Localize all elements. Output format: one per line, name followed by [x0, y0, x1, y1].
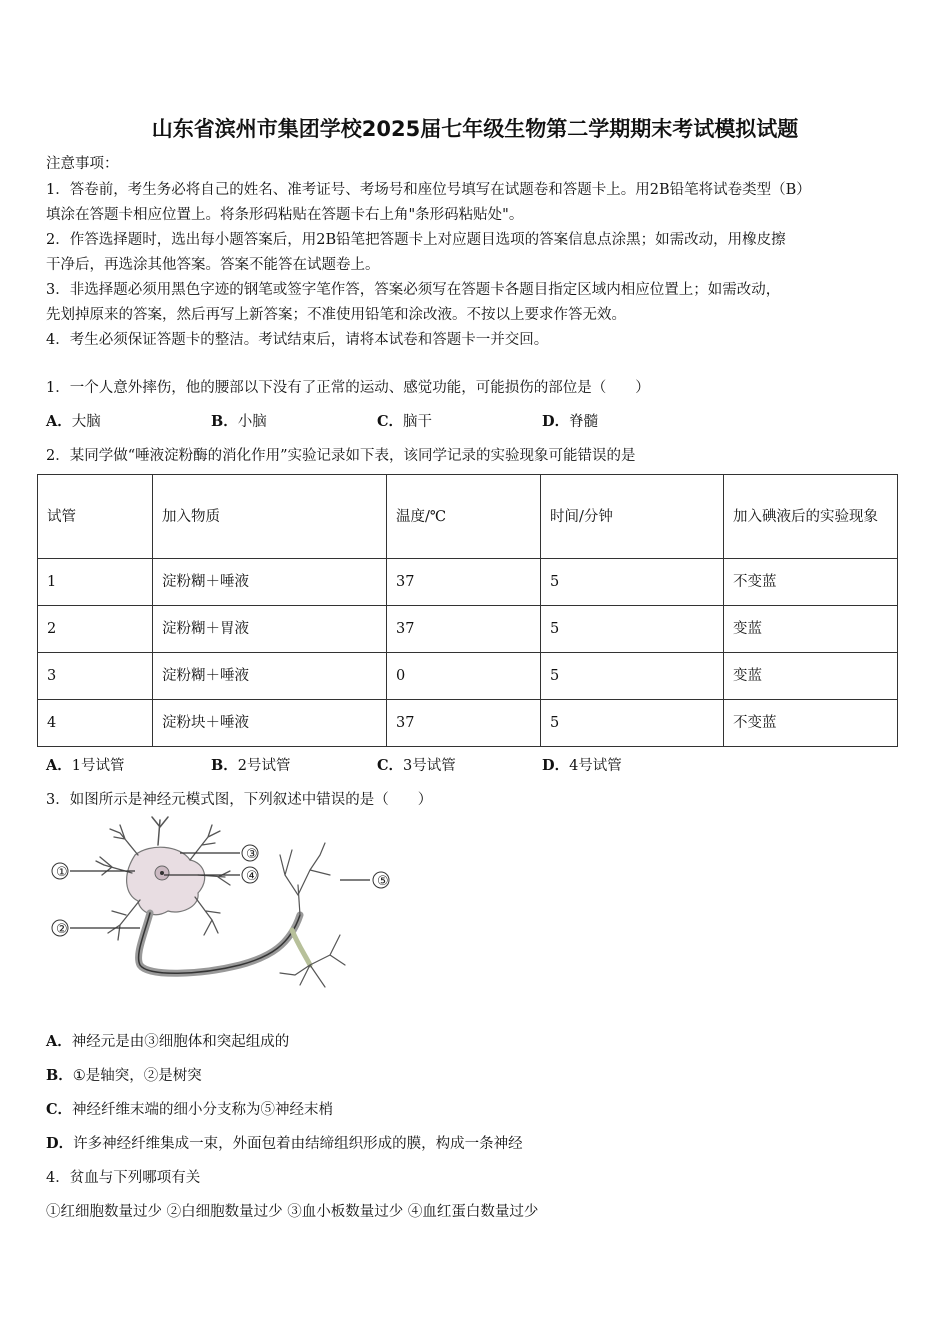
- table-row: [38, 559, 898, 606]
- table-header-row: [38, 475, 898, 559]
- label-2: ②: [56, 922, 68, 937]
- label-5: ⑤: [377, 874, 389, 889]
- notice-line-2: 填涂在答题卡相应位置上。将条形码粘贴在答题卡右上角"条形码粘贴处"。: [46, 207, 524, 223]
- option-text: 大脑: [71, 414, 101, 430]
- notice-line-6: 先划掉原来的答案，然后再写上新答案；不准使用铅笔和涂改液。不按以上要求作答无效。: [46, 307, 626, 323]
- table-cell: 4: [38, 700, 153, 747]
- table-cell: 5: [541, 606, 724, 653]
- question-3-option-d: [46, 1132, 523, 1153]
- experiment-table: [37, 474, 898, 747]
- option-text: 2号试管: [237, 758, 291, 774]
- option-label: A．: [46, 757, 72, 774]
- option-text: 脑干: [403, 414, 433, 430]
- option-text: 小脑: [237, 414, 267, 430]
- header-cell: 加入物质: [153, 475, 387, 559]
- table-cell: 5: [541, 653, 724, 700]
- option-label: C．: [377, 757, 404, 774]
- question-3-option-b: [46, 1064, 202, 1085]
- neuron-illustration: [40, 815, 400, 995]
- question-2-option-c: [377, 754, 456, 775]
- option-label: D．: [542, 757, 570, 774]
- question-2-option-a: [46, 754, 125, 775]
- option-label: D．: [542, 413, 570, 430]
- header-cell: 时间/分钟: [541, 475, 724, 559]
- option-text: 脊髓: [569, 414, 599, 430]
- table-row: [38, 606, 898, 653]
- table-cell: 5: [541, 559, 724, 606]
- notice-line-7: 4．考生必须保证答题卡的整洁。考试结束后，请将本试卷和答题卡一并交回。: [46, 332, 549, 348]
- option-text: 神经元是由③细胞体和突起组成的: [71, 1034, 290, 1050]
- option-text: ①是轴突，②是树突: [72, 1068, 202, 1084]
- table-cell: 37: [387, 700, 541, 747]
- table-cell: 5: [541, 700, 724, 747]
- option-label: A．: [46, 1033, 72, 1050]
- label-1: ①: [56, 865, 68, 880]
- table-cell: 淀粉糊＋唾液: [153, 653, 387, 700]
- label-4: ④: [246, 869, 258, 884]
- question-1-option-c: [377, 410, 432, 431]
- option-text: 许多神经纤维集成一束，外面包着由结缔组织形成的膜，构成一条神经: [73, 1136, 523, 1152]
- table-row: [38, 700, 898, 747]
- option-text: 3号试管: [403, 758, 456, 774]
- question-1-option-a: [46, 410, 101, 431]
- option-text: 1号试管: [71, 758, 125, 774]
- question-2-option-d: [542, 754, 622, 775]
- table-cell: 3: [38, 653, 153, 700]
- notice-line-1: 1．答卷前，考生务必将自己的姓名、准考证号、考场号和座位号填写在试题卷和答题卡上。用2B铅笔将试卷类型（B）: [46, 182, 811, 198]
- question-4-items: ①红细胞数量过少 ②白细胞数量过少 ③血小板数量过少 ④血红蛋白数量过少: [46, 1204, 539, 1220]
- question-2-options: [46, 754, 746, 774]
- table-cell: 不变蓝: [724, 559, 898, 606]
- header-cell: 温度/℃: [387, 475, 541, 559]
- page-title: 山东省滨州市集团学校2025届七年级生物第二学期期末考试模拟试题: [151, 117, 799, 141]
- notice-heading: 注意事项：: [46, 156, 119, 172]
- table-cell: 37: [387, 559, 541, 606]
- option-label: B．: [46, 1067, 73, 1084]
- table-cell: 淀粉糊＋唾液: [153, 559, 387, 606]
- notice-line-5: 3．非选择题必须用黑色字迹的钢笔或签字笔作答，答案必须写在答题卡各题目指定区域内相应位置上；如需改动，: [46, 282, 781, 298]
- question-1-option-b: [211, 410, 267, 431]
- question-1-options: [46, 410, 746, 430]
- table-cell: 0: [387, 653, 541, 700]
- option-text: 4号试管: [569, 758, 622, 774]
- question-2-stem: 2．某同学做“唾液淀粉酶的消化作用”实验记录如下表，该同学记录的实验现象可能错误的是: [46, 448, 636, 464]
- option-label: C．: [377, 413, 404, 430]
- table-cell: 不变蓝: [724, 700, 898, 747]
- option-label: B．: [211, 413, 238, 430]
- question-1-stem: 1．一个人意外摔伤，他的腰部以下没有了正常的运动、感觉功能，可能损伤的部位是（ ）: [46, 380, 650, 396]
- notice-line-4: 干净后，再选涂其他答案。答案不能答在试题卷上。: [46, 257, 380, 273]
- option-label: D．: [46, 1135, 74, 1152]
- table-cell: 淀粉块＋唾液: [153, 700, 387, 747]
- table-cell: 变蓝: [724, 653, 898, 700]
- option-label: C．: [46, 1101, 73, 1118]
- header-cell: 加入碘液后的实验现象: [724, 475, 898, 559]
- option-label: A．: [46, 413, 72, 430]
- table-cell: 2: [38, 606, 153, 653]
- question-3-stem: 3．如图所示是神经元模式图，下列叙述中错误的是（ ）: [46, 792, 433, 808]
- question-3-option-a: [46, 1030, 289, 1051]
- label-3: ③: [246, 847, 258, 862]
- option-text: 神经纤维末端的细小分支称为⑤神经末梢: [72, 1102, 334, 1118]
- question-2-option-b: [211, 754, 291, 775]
- question-3-option-c: [46, 1098, 333, 1119]
- question-1-option-d: [542, 410, 598, 431]
- table-row: [38, 653, 898, 700]
- header-cell: 试管: [38, 475, 153, 559]
- question-4-stem: 4．贫血与下列哪项有关: [46, 1170, 201, 1186]
- option-label: B．: [211, 757, 238, 774]
- table-cell: 1: [38, 559, 153, 606]
- table-cell: 变蓝: [724, 606, 898, 653]
- table-cell: 淀粉糊＋胃液: [153, 606, 387, 653]
- notice-line-3: 2．作答选择题时，选出每小题答案后，用2B铅笔把答题卡上对应题目选项的答案信息点涂黑；如需改动，用橡皮擦: [46, 232, 786, 248]
- table-cell: 37: [387, 606, 541, 653]
- neuron-diagram: [40, 815, 400, 995]
